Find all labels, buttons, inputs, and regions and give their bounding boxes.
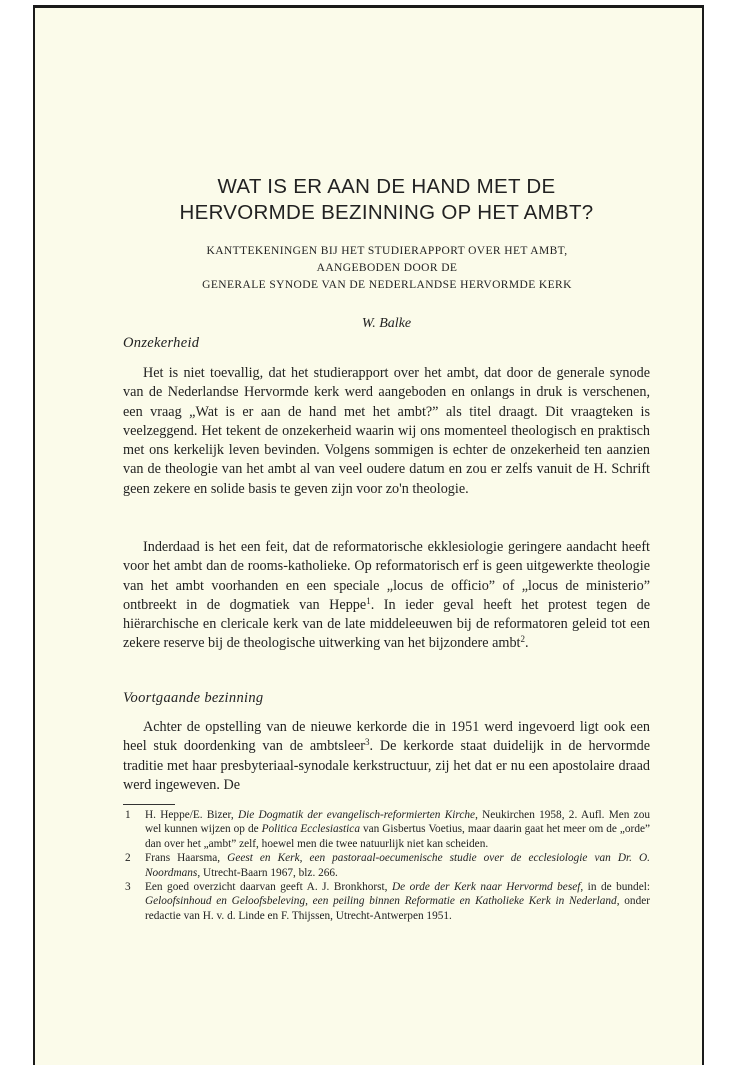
paragraph-3-part-1: Achter de opstelling van de nieuwe kerkorde die in 1951 werd ingevoerd ligt ook een heel stuk doordenking van de ambtsleer xyxy=(123,719,650,755)
footnote-number: 2 xyxy=(125,852,131,865)
paragraph-2-part-2: . In ieder geval heeft het protest tegen de hiërarchische en clericale kerk van de late middeleeuwen bij de reformatoren geleid tot een zekere reserve bij de theologische uitwerking van het bijzondere ambt xyxy=(123,596,650,652)
section-heading-onzekerheid: Onzekerheid xyxy=(123,335,200,351)
footnote-title: Die Dogmatik der evangelisch-reformierten Kirche xyxy=(237,809,476,821)
footnote-text: Frans Haarsma, xyxy=(145,852,228,865)
footnote-number: 3 xyxy=(125,881,131,894)
subtitle-line-1: KANTTEKENINGEN BIJ HET STUDIERAPPORT OVER HET AMBT, xyxy=(206,245,568,257)
footnote-1 xyxy=(123,808,650,851)
article-subtitle xyxy=(117,243,657,294)
footnote-title: Geest en Kerk, een pastoraal-oecumenische studie over de ecclesiologie van Dr. O. Noordmans xyxy=(145,852,650,879)
footnote-title: Geloofsinhoud en Geloofsbeleving, een peiling binnen Reformatie en Katholieke Kerk in Nederland xyxy=(145,895,617,908)
article-title xyxy=(123,174,650,226)
section-heading-voortgaande-bezinning: Voortgaande bezinning xyxy=(123,690,264,706)
footnote-3 xyxy=(123,880,650,923)
footnote-divider xyxy=(123,804,175,805)
footnote-title: Politica Ecclesiastica xyxy=(261,823,360,836)
paragraph-2 xyxy=(123,538,650,654)
footnote-text: van Gisbertus Voetius, maar daarin gaat het meer om de „orde” dan over het „ambt” zelf, hoewel men die twee natuurlijk niet kan scheiden. xyxy=(145,823,650,850)
author-name: W. Balke xyxy=(361,316,412,331)
footnote-title: De orde der Kerk naar Hervormd besef xyxy=(392,881,581,894)
footnotes xyxy=(123,808,650,923)
footnote-text: , Neukirchen 1958, 2. Aufl. Men zou wel kunnen wijzen op de xyxy=(145,809,650,836)
footnote-2 xyxy=(123,851,650,880)
paragraph-3 xyxy=(123,718,650,795)
paragraph-2-part-3: . xyxy=(525,635,529,652)
paragraph-2-part-1: Inderdaad is het een feit, dat de reformatorische ekklesiologie geringere aandacht heeft voor het ambt dan de rooms-katholieke. Op reformatorisch erf is geen uitgewerkte theologie van het ambt voorhanden en een speciale „locus de officio” of „locus de ministerio” ontbreekt in de dogmatiek van Heppe xyxy=(123,539,650,613)
title-line-1: WAT IS ER AAN DE HAND MET DE xyxy=(217,175,556,198)
footnote-text: H. Heppe/E. Bizer, xyxy=(145,809,238,821)
book-page xyxy=(33,5,704,1065)
title-line-2: HERVORMDE BEZINNING OP HET AMBT? xyxy=(179,201,594,224)
footnote-text: , Utrecht-Baarn 1967, blz. 266. xyxy=(197,866,338,879)
footnote-text: , in de bundel: xyxy=(580,881,650,894)
footnote-number: 1 xyxy=(125,809,131,821)
footnote-text: , onder redactie van H. v. d. Linde en F. Thijssen, Utrecht-Antwerpen 1951. xyxy=(145,895,650,922)
footnote-text: Een goed overzicht daarvan geeft A. J. Bronkhorst, xyxy=(145,881,392,894)
subtitle-line-3: GENERALE SYNODE VAN DE NEDERLANDSE HERVORMDE KERK xyxy=(202,279,572,291)
paragraph-3-part-2: . De kerkorde staat duidelijk in de hervormde traditie met haar presbyteriaal-synodale kerkstructuur, zij het dat er nu een apostolaire draad werd ingeweven. De xyxy=(123,738,650,793)
footnote-ref-1: 1 xyxy=(366,595,371,606)
footnote-ref-3: 3 xyxy=(365,737,370,748)
subtitle-line-2: AANGEBODEN DOOR DE xyxy=(316,262,458,274)
paragraph-1: Het is niet toevallig, dat het studierapport over het ambt, dat door de generale synode van de Nederlandse Hervormde kerk werd aangeboden en onlangs in druk is verschenen, een vraag „Wat is er aan de hand met het ambt?” als titel draagt. Dit vraagteken is veelzeggend. Het tekent de onzekerheid waarin wij ons momenteel theologisch en praktisch met ons kerkelijk leven bevinden. Volgens sommigen is echter de onzekerheid ten aanzien van de theologie van het ambt al van veel oudere datum en zou er zelfs vanuit de H. Schrift geen zekere en solide basis te geven zijn voor zo'n theologie. xyxy=(123,365,650,497)
footnote-ref-2: 2 xyxy=(520,634,525,645)
